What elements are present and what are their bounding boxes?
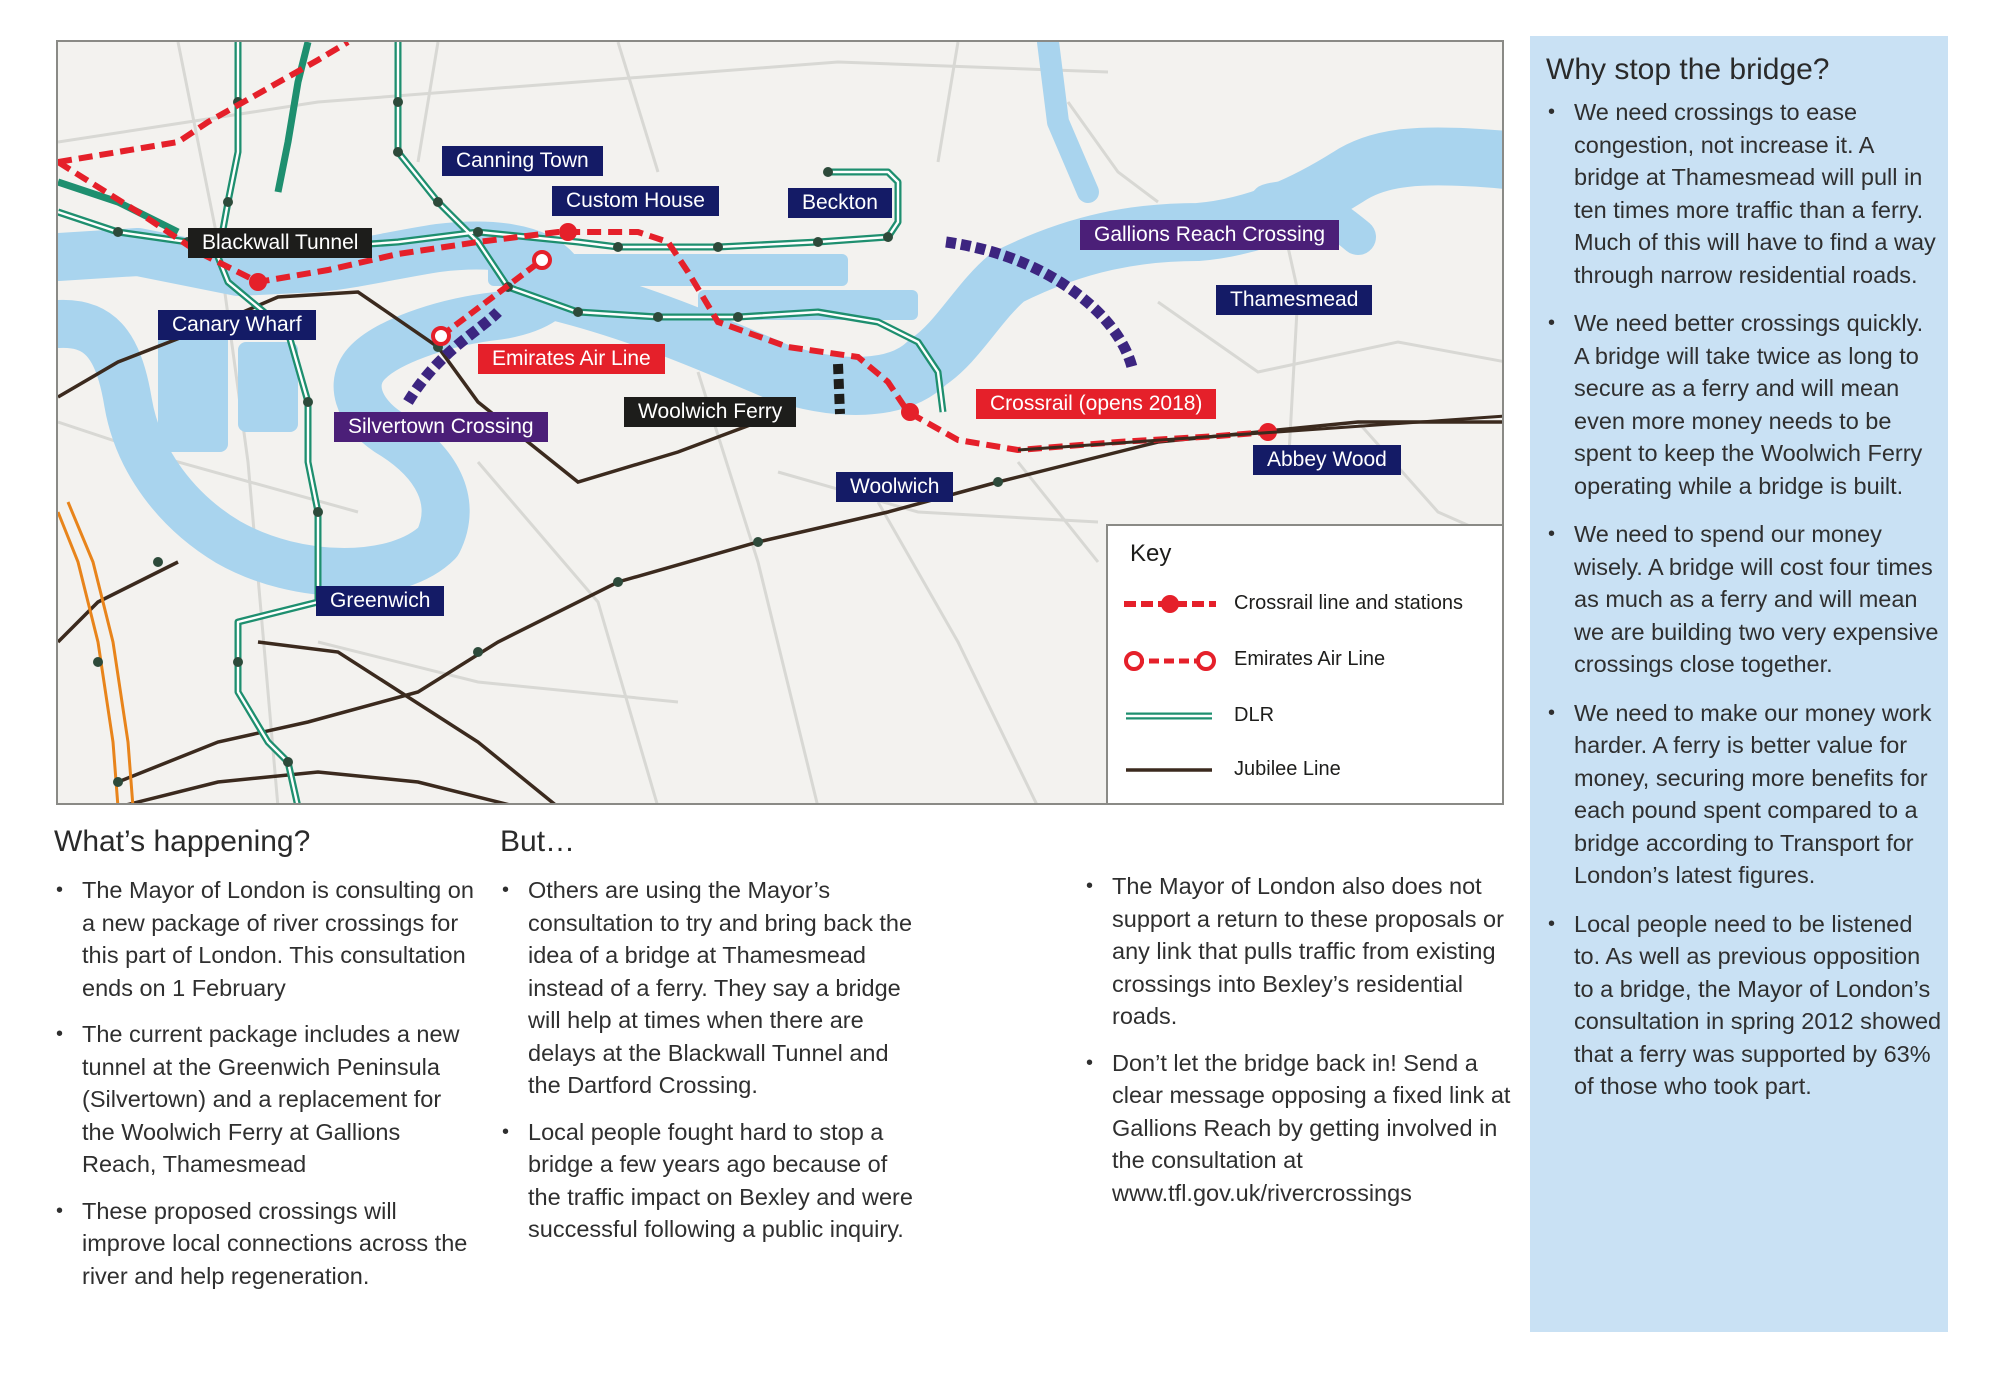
label-silvertown-crossing: Silvertown Crossing: [334, 412, 548, 442]
key-label-jubilee: Jubilee Line: [1234, 758, 1341, 780]
crossrail-line-icon: [1122, 592, 1218, 616]
label-crossrail-opens: Crossrail (opens 2018): [976, 389, 1216, 419]
but-list: [500, 874, 920, 1246]
whats-happening-heading: What’s happening?: [54, 825, 311, 858]
label-thamesmead: Thamesmead: [1216, 285, 1372, 315]
list-item: • Local people fought hard to stop a bridge a few years ago because of the traffic impact on Bexley and were successful following a public inquiry.: [500, 1116, 920, 1246]
list-item: • We need better crossings quickly. A bridge will take twice as long to secure as a ferry and will mean even more money needs to be spent to keep the Woolwich Ferry operating while a bridge is built.: [1546, 307, 1942, 502]
list-item: • We need to make our money work harder. A ferry is better value for money, securing more benefits for each pound spent compared to a bridge according to Transport for London’s latest figures.: [1546, 697, 1942, 892]
label-canning-town: Canning Town: [442, 146, 603, 176]
but-heading: But…: [500, 825, 576, 858]
map: [56, 40, 1504, 805]
list-item: • Local people need to be listened to. As well as previous opposition to a bridge, the Mayor of London’s consultation in spring 2012 showed that a ferry was supported by 63% of those who took part.: [1546, 908, 1942, 1103]
list-item: • Don’t let the bridge back in! Send a clear message opposing a fixed link at Gallions Reach by getting involved in the consultation at www.tfl.gov.uk/rivercrossings: [1084, 1047, 1514, 1210]
why-stop-sidebar: [1530, 36, 1948, 1332]
list-item: • Others are using the Mayor’s consultation to try and bring back the idea of a bridge at Thamesmead instead of a ferry. They say a bridge will help at times when there are delays at the Blackwall Tunnel and the Dartford Crossing.: [500, 874, 920, 1102]
label-emirates-air-line: Emirates Air Line: [478, 344, 665, 374]
label-canary-wharf: Canary Wharf: [158, 310, 316, 340]
label-greenwich: Greenwich: [316, 586, 444, 616]
jubilee-line-icon: [1122, 760, 1218, 780]
key-label-dlr: DLR: [1234, 704, 1275, 726]
air-line-icon: [1122, 648, 1218, 674]
list-item: • The Mayor of London also does not support a return to these proposals or any link that pulls traffic from existing crossings into Bexley’s residential roads.: [1084, 870, 1514, 1033]
label-woolwich-ferry: Woolwich Ferry: [624, 397, 796, 427]
list-item: • These proposed crossings will improve local connections across the river and help regeneration.: [54, 1195, 474, 1293]
dlr-line-icon: [1122, 706, 1218, 726]
sidebar-list: [1546, 96, 1942, 1103]
overground-line: [58, 502, 133, 805]
list-item: • The Mayor of London is consulting on a new package of river crossings for this part of London. This consultation ends on 1 February: [54, 874, 474, 1004]
sidebar-heading: Why stop the bridge?: [1546, 53, 1830, 86]
whats-happening-section: [54, 824, 474, 1306]
list-item: • We need to spend our money wisely. A bridge will cost four times as much as a ferry and will mean we are building two very expensive crossings close together.: [1546, 518, 1942, 681]
label-woolwich: Woolwich: [836, 472, 953, 502]
list-item: • The current package includes a new tunnel at the Greenwich Peninsula (Silvertown) and a replacement for the Woolwich Ferry at Gallions Reach, Thamesmead: [54, 1018, 474, 1181]
label-gallions-reach-crossing: Gallions Reach Crossing: [1080, 220, 1339, 250]
list-item: • We need crossings to ease congestion, not increase it. A bridge at Thamesmead will pull in ten times more traffic than a ferry. Much of this will have to find a way through narrow residential roads.: [1546, 96, 1942, 291]
key-label-air-line: Emirates Air Line: [1234, 648, 1386, 670]
label-abbey-wood: Abbey Wood: [1253, 445, 1401, 475]
map-key: [1106, 524, 1504, 805]
mayor-section: [1084, 870, 1514, 1223]
label-blackwall-tunnel: Blackwall Tunnel: [188, 228, 372, 258]
air-line-terminal-south: [433, 328, 449, 344]
but-section: [500, 824, 920, 1260]
whats-happening-list: [54, 874, 474, 1292]
mayor-list: [1084, 870, 1514, 1209]
key-title: Key: [1130, 540, 1172, 567]
air-line-terminal-north: [534, 252, 550, 268]
key-label-crossrail: Crossrail line and stations: [1234, 592, 1463, 614]
sidebar-content: [1546, 52, 1942, 1119]
label-custom-house: Custom House: [552, 186, 719, 216]
label-beckton: Beckton: [788, 188, 892, 218]
